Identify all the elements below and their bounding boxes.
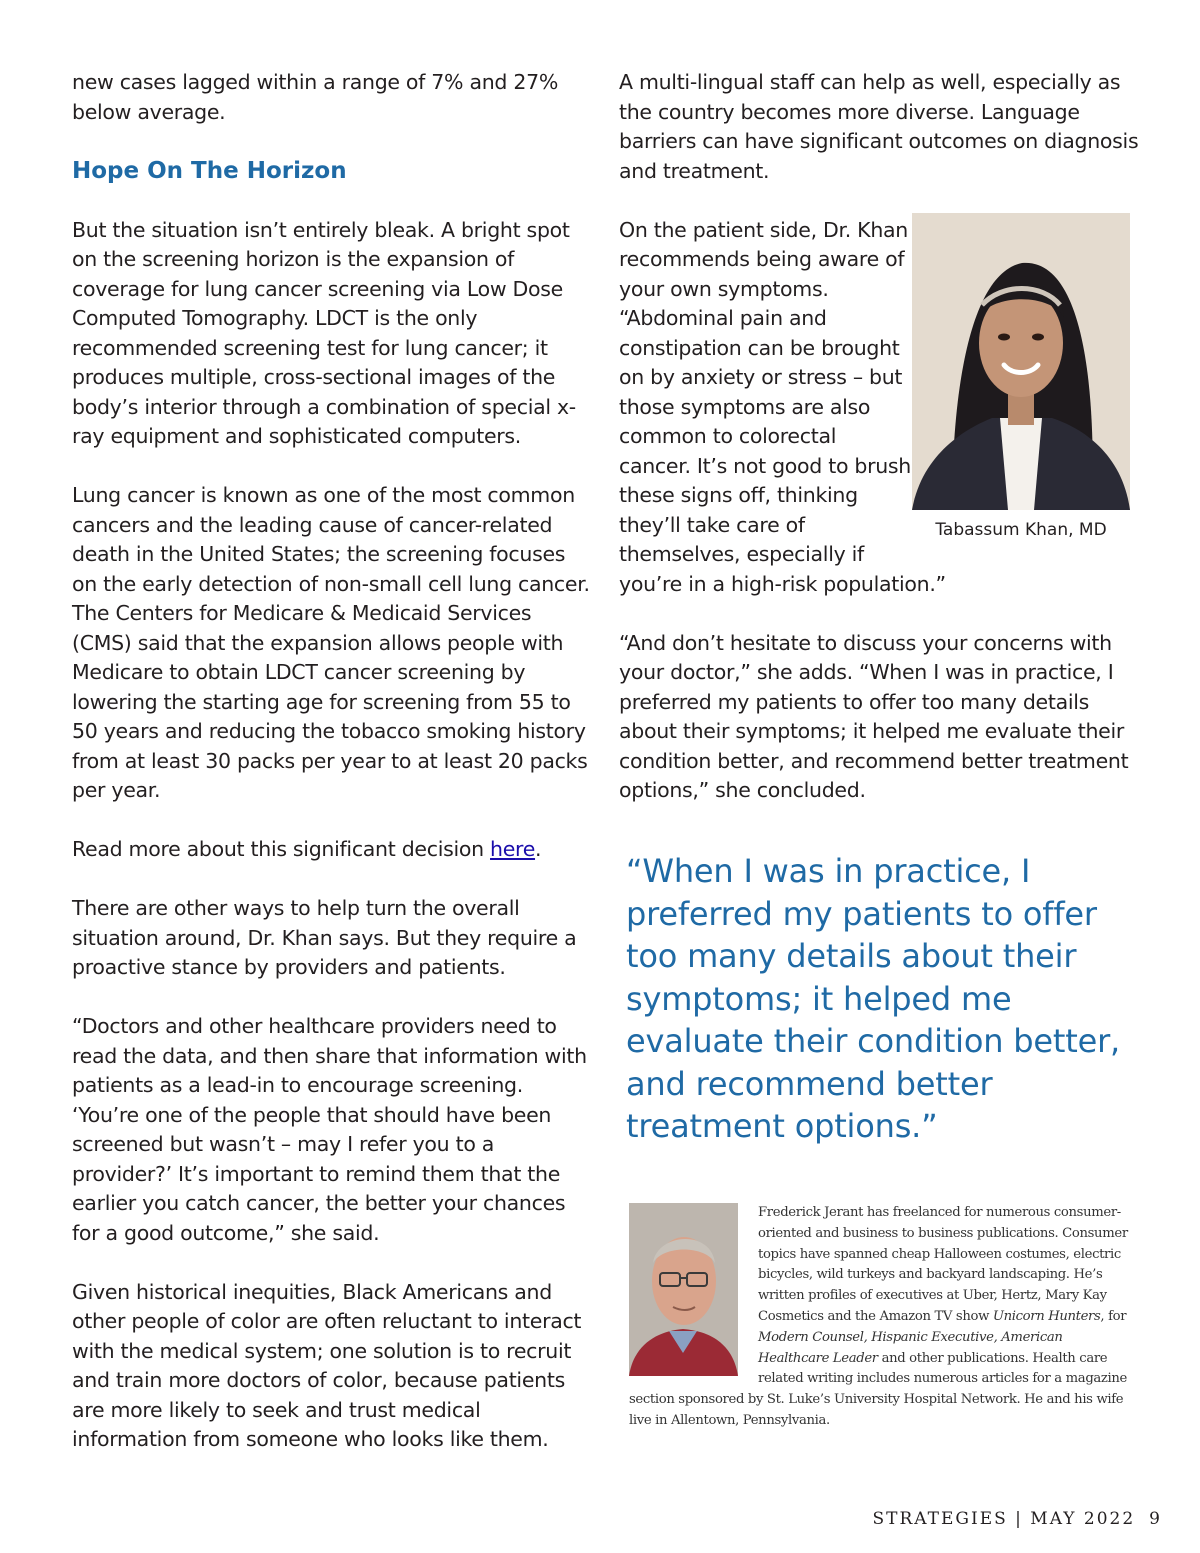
read-more-period: . — [535, 837, 542, 861]
pull-quote — [626, 850, 1146, 1148]
pull-quote-text: “When I was in practice, I preferred my patients to offer too many details about their symptoms; it helped me evaluate their condition better, and recommend better treatment options.” — [626, 852, 1120, 1145]
here-link[interactable]: here — [490, 837, 536, 861]
publication-name: STRATEGIES | MAY 2022 — [872, 1509, 1136, 1529]
paragraph: On the patient side, Dr. Khan recommends being aware of your own symptoms. “Abdominal pain and constipation can be brought on by anxiety or stress – but those symptoms are also common to colorectal cancer. It’s not good to brush these signs off, thinking they’ll take care of themselves, especially if you’re in a high-risk population.” — [619, 217, 946, 596]
paragraph: “And don’t hesitate to discuss your concerns with your doctor,” she adds. “When I was in practice, I preferred my patients to offer too many details about their symptoms; it helped me evaluate their condition better, and recommend better treatment options,” she concluded. — [619, 630, 1129, 802]
portrait-illustration — [912, 213, 1130, 510]
paragraph: new cases lagged within a range of 7% and 27% below average. — [72, 70, 558, 124]
read-more-text: Read more about this significant decision — [72, 837, 491, 861]
bio-text-part: Frederick Jerant has freelanced for numerous consumer-oriented and business to business publications. Consumer topics have spanned cheap Halloween costumes, electric bicycles, wild turkeys and backyard landscaping. He’s written profiles of executives at Uber, Hertz, Mary Kay Cosmetics and the Amazon TV show — [758, 1205, 1128, 1324]
tabassum-khan-photo — [912, 213, 1130, 510]
section-heading: Hope On The Horizon — [72, 157, 347, 184]
bio-italic-titles: Modern Counsel, Hispanic Executive, American Healthcare Leader — [758, 1329, 1063, 1366]
paragraph-read-more — [72, 835, 592, 865]
bio-photo-spacer — [629, 1203, 738, 1379]
paragraph: “Doctors and other healthcare providers need to read the data, and then share that information with patients as a lead-in to encourage screening. ‘You’re one of the people that should have been screened but wasn’t – may I refer you to a provider?’ It’s important to remind them that the earlier you catch cancer, the better your chances for a good outcome,” she said. — [72, 1014, 587, 1245]
bio-text-part: , for — [1100, 1308, 1127, 1324]
paragraph: A multi-lingual staff can help as well, especially as the country becomes more diverse. Language barriers can have significant outcomes on diagnosis and treatment. — [619, 70, 1139, 183]
paragraph: Lung cancer is known as one of the most common cancers and the leading cause of cancer-related death in the United States; the screening focuses on the early detection of non-small cell lung cancer. The Centers for Medicare & Medicaid Services (CMS) said that the expansion allows people with Medicare to obtain LDCT cancer screening by lowering the starting age for screening from 55 to 50 years and reducing the tobacco smoking history from at least 30 packs per year to at least 20 packs per year. — [72, 483, 590, 802]
paragraph: There are other ways to help turn the overall situation around, Dr. Khan says. But they require a proactive stance by providers and patients. — [72, 896, 577, 979]
photo-caption: Tabassum Khan, MD — [935, 520, 1107, 540]
paragraph: But the situation isn’t entirely bleak. A bright spot on the screening horizon is the expansion of coverage for lung cancer screening via Low Dose Computed Tomography. LDCT is the only recommended screening test for lung cancer; it produces multiple, cross-sectional images of the body’s interior through a combination of special x-ray equipment and sophisticated computers. — [72, 217, 576, 448]
author-bio — [629, 1203, 1129, 1432]
page-footer — [873, 1509, 1160, 1529]
bio-text-part: and other publications. Health care related writing includes numerous articles for a magazine section sponsored by St. Luke’s University Hospital Network. He and his wife live in Allentown, Pennsylvania. — [629, 1350, 1127, 1428]
left-column — [72, 68, 592, 1484]
bio-italic-title: Unicorn Hunters — [992, 1308, 1101, 1324]
paragraph: Given historical inequities, Black Americans and other people of color are often reluctant to interact with the medical system; one solution is to recruit and train more doctors of color, because patients are more likely to seek and trust medical information from someone who looks like them. — [72, 1279, 582, 1451]
page-number: 9 — [1149, 1509, 1160, 1529]
